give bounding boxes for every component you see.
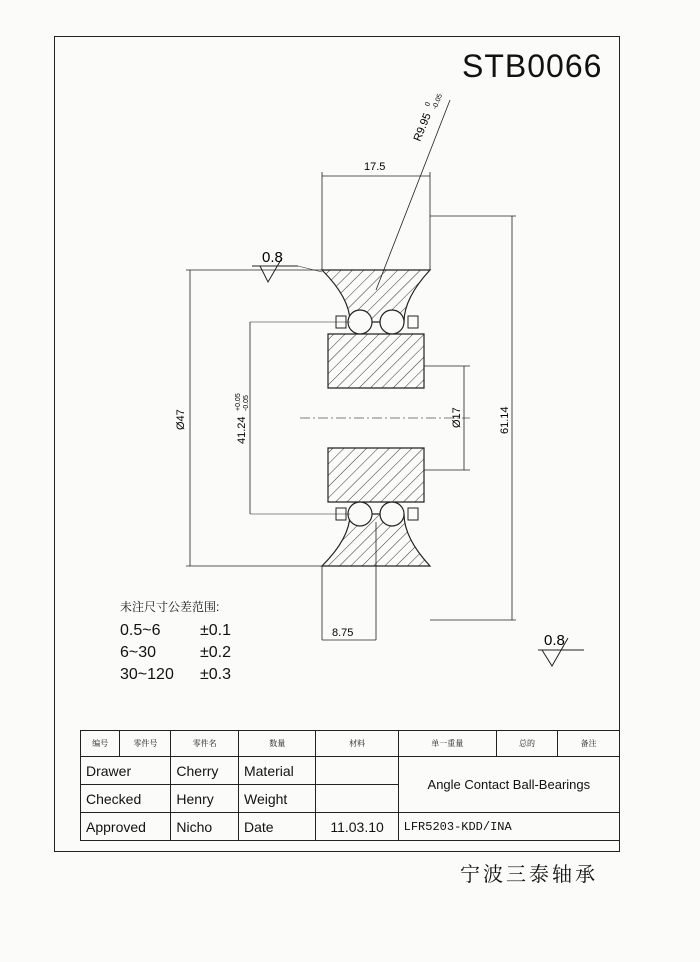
name-cell: Nicho bbox=[171, 813, 239, 841]
header-cell: 备注 bbox=[558, 731, 620, 757]
seal-upper-right bbox=[408, 316, 418, 328]
header-cell: 总的 bbox=[496, 731, 558, 757]
ball-upper-right bbox=[380, 310, 404, 334]
title-block-header bbox=[81, 731, 620, 757]
header-cell: 零件名 bbox=[171, 731, 239, 757]
header-cell: 材料 bbox=[316, 731, 398, 757]
header-cell: 零件号 bbox=[120, 731, 171, 757]
tolerance-row bbox=[120, 620, 231, 642]
tolerance-range: 6~30 bbox=[120, 644, 157, 661]
groove-dia-text: 41.24 bbox=[236, 416, 248, 444]
seal-lower-right bbox=[408, 508, 418, 520]
tolerance-row bbox=[120, 642, 231, 664]
tolerance-range: 30~120 bbox=[120, 666, 174, 683]
width-dim-text: 17.5 bbox=[364, 161, 386, 173]
value-cell bbox=[316, 785, 398, 813]
tolerance-title: 未注尺寸公差范围: bbox=[120, 600, 220, 614]
radius-tol-lower: -0.05 bbox=[431, 93, 445, 111]
name-cell: Cherry bbox=[171, 757, 239, 785]
field-cell: Weight bbox=[238, 785, 316, 813]
bore-dia-text: Ø17 bbox=[451, 407, 463, 428]
tolerance-row bbox=[120, 664, 231, 686]
value-cell: 11.03.10 bbox=[316, 813, 398, 841]
offset-text: 8.75 bbox=[332, 627, 354, 639]
role-cell: Approved bbox=[81, 813, 171, 841]
title-block bbox=[80, 730, 620, 841]
field-cell: Material bbox=[238, 757, 316, 785]
inner-ring-lower bbox=[328, 448, 424, 502]
tolerance-table bbox=[120, 596, 231, 686]
company-name: 宁波三泰轴承 bbox=[460, 862, 598, 886]
outer-dia-text: Ø47 bbox=[175, 409, 187, 430]
tolerance-value: ±0.1 bbox=[200, 622, 232, 639]
field-cell: Date bbox=[238, 813, 316, 841]
ball-upper-left bbox=[348, 310, 372, 334]
roughness-top-text: 0.8 bbox=[262, 249, 283, 266]
roughness-bottom-text: 0.8 bbox=[544, 632, 565, 649]
ball-lower-right bbox=[380, 502, 404, 526]
radius-dim-text: R9.95 bbox=[411, 111, 434, 144]
overall-height-text: 61.14 bbox=[499, 406, 511, 434]
name-cell: Henry bbox=[171, 785, 239, 813]
radius-tol-upper: 0 bbox=[424, 101, 433, 108]
header-cell: 单一重量 bbox=[398, 731, 496, 757]
role-cell: Drawer bbox=[81, 757, 171, 785]
value-cell bbox=[316, 757, 398, 785]
title-block-row bbox=[81, 757, 620, 785]
tolerance-value: ±0.2 bbox=[200, 644, 232, 661]
inner-ring-upper bbox=[328, 334, 424, 388]
role-cell: Checked bbox=[81, 785, 171, 813]
model-number: LFR5203-KDD/INA bbox=[398, 813, 619, 841]
groove-dia-tol-upper: +0.05 bbox=[235, 393, 242, 411]
header-cell: 数量 bbox=[238, 731, 316, 757]
radius-leader bbox=[376, 100, 450, 290]
header-cell: 编号 bbox=[81, 731, 120, 757]
groove-dia-tol-lower: -0.05 bbox=[243, 395, 250, 411]
title-block-row bbox=[81, 813, 620, 841]
part-name: Angle Contact Ball-Bearings bbox=[398, 757, 619, 813]
outer-ring-upper bbox=[322, 270, 430, 322]
tolerance-range: 0.5~6 bbox=[120, 622, 161, 639]
ball-lower-left bbox=[348, 502, 372, 526]
tolerance-value: ±0.3 bbox=[200, 666, 232, 683]
drawing-number: STB0066 bbox=[462, 48, 603, 84]
